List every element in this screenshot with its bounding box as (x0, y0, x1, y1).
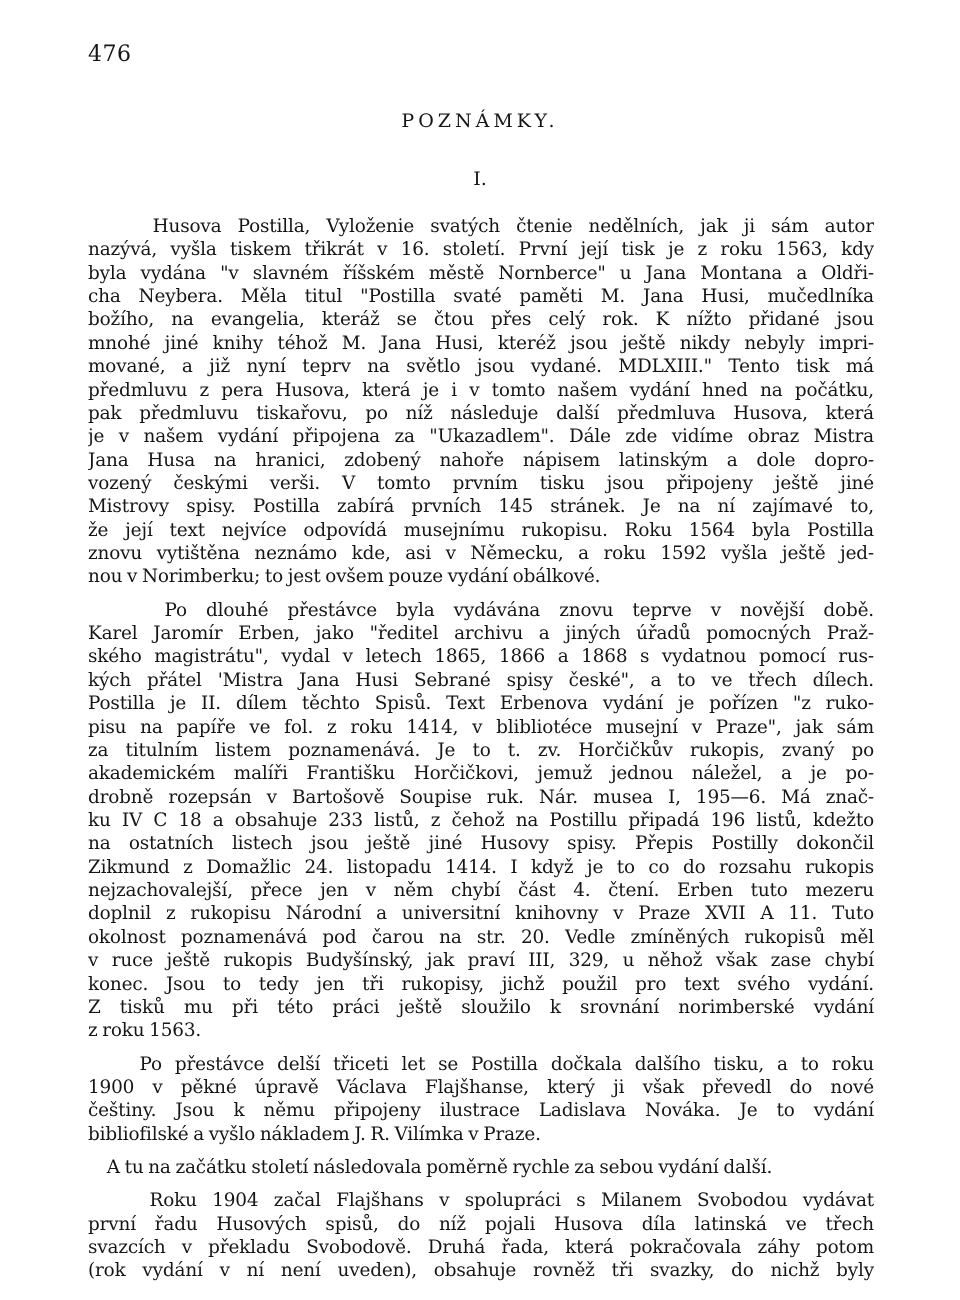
text-line: 1900 v pěkné úpravě Václava Flajšhanse, který ji však převedl do nové (88, 1076, 874, 1098)
text-line: pak předmluvu tiskařovu, po níž následuje další předmluva Husova, která (88, 402, 874, 424)
text-line: Po přestávce delší třiceti let se Postilla dočkala dalšího tisku, a to roku (88, 1053, 874, 1075)
text-line: v ruce ještě rukopis Budyšínský, jak praví III, 329, u něhož však zase chybí (88, 950, 874, 972)
text-line: (rok vydání v ní není uveden), obsahuje rovněž tři svazky, do nichž byly (88, 1260, 874, 1282)
text-line: předmluvu z pera Husova, která je i v tomto našem vydání hned na počátku, (88, 379, 874, 401)
text-line: A tu na začátku století následovala poměrně rychle za sebou vydání další. (88, 1157, 773, 1179)
text-line: svazcích v překladu Svobodově. Druhá řada, která pokračovala záhy potom (88, 1237, 874, 1259)
text-line: Po dlouhé přestávce byla vydávána znovu teprve v novější době. (88, 599, 874, 621)
paragraph (88, 599, 874, 1043)
text-line: Zikmund z Domažlic 24. listopadu 1414. I když je to co do rozsahu rukopis (88, 856, 874, 878)
body-text (88, 215, 874, 1283)
text-line: drobně rozepsán v Bartošově Soupise ruk. Nár. musea I, 195—6. Má znač- (88, 786, 874, 808)
text-line: za titulním listem poznamenává. Je to t. zv. Horčičkův rukopis, zvaný po (88, 739, 874, 761)
text-line: akademickém malíři Františku Horčičkovi, jemuž jednou náležel, a je po- (88, 763, 874, 785)
text-line: nazývá, vyšla tiskem třikrát v 16. století. První její tisk je z roku 1563, kdy (88, 239, 874, 261)
text-line: okolnost poznamenává pod čarou na str. 20. Vedle zmíněných rukopisů měl (88, 926, 874, 948)
text-line: mované, a již nyní teprv na světlo jsou vydané. MDLXIII." Tento tisk má (88, 356, 874, 378)
text-line: Karel Jaromír Erben, jako "ředitel archivu a jiných úřadů pomocných Praž- (88, 623, 874, 645)
text-line: na ostatních listech jsou ještě jiné Husovy spisy. Přepis Postilly dokončil (88, 833, 874, 855)
paragraph-gap (88, 1179, 874, 1189)
paragraph-gap (88, 1043, 874, 1053)
text-line: mnohé jiné knihy téhož M. Jana Husi, kteréž jsou ještě nikdy nebyly impri- (88, 332, 874, 354)
text-line: ského magistrátu", vydal v letech 1865, 1866 a 1868 s vydatnou pomocí rus- (88, 646, 874, 668)
text-line: bibliofilské a vyšlo nákladem J. R. Vilímka v Praze. (88, 1123, 541, 1145)
page-number: 476 (88, 42, 132, 67)
text-line: Z tisků mu při této práci ještě sloužilo k srovnání norimberské vydání (88, 996, 874, 1018)
paragraph-gap (88, 1146, 874, 1156)
section-numeral: I. (473, 168, 487, 190)
paragraph (88, 1189, 874, 1282)
text-line: první řadu Husových spisů, do níž pojali Husova díla latinská ve třech (88, 1213, 874, 1235)
text-line: vozený českými verši. V tomto prvním tisku jsou připojeny ještě jiné (88, 472, 874, 494)
page-heading: POZNÁMKY. (401, 110, 559, 132)
text-line: Jana Husa na hranici, zdobený nahoře nápisem latinským a dole dopro- (88, 449, 874, 471)
text-line: kých přátel 'Mistra Jana Husi Sebrané spisy české", a to ve třech dílech. (88, 669, 874, 691)
text-line: že její text nejvíce odpovídá musejnímu rukopisu. Roku 1564 byla Postilla (88, 519, 874, 541)
text-line: byla vydána "v slavném říšském městě Nornberce" u Jana Montana a Oldři- (88, 262, 874, 284)
text-line: znovu vytištěna neznámo kde, asi v Německu, a roku 1592 vyšla ještě jed- (88, 543, 874, 565)
paragraph (88, 1053, 874, 1146)
text-line: Husova Postilla, Vyloženie svatých čtenie nedělních, jak ji sám autor (88, 216, 874, 237)
text-line: doplnil z rukopisu Národní a universitní knihovny v Praze XVII A 11. Tuto (88, 903, 874, 925)
paragraph (88, 1156, 874, 1179)
text-line: cha Neybera. Měla titul "Postilla svaté paměti M. Jana Husi, mučedlníka (88, 286, 874, 308)
text-line: pisu na papíře ve fol. z roku 1414, v blibliotéce musejní v Praze", jak sám (88, 716, 874, 738)
paragraph-gap (88, 589, 874, 599)
text-line: Mistrovy spisy. Postilla zabírá prvních 145 stránek. Je na ní zajímavé to, (88, 496, 874, 518)
text-line: božího, na evangelia, kteráž se čtou přes celý rok. K nížto přidané jsou (88, 309, 874, 331)
text-line: konec. Jsou to tedy jen tři rukopisy, jichž použil pro text svého vydání. (88, 973, 874, 995)
text-line: Postilla je II. dílem těchto Spisů. Text Erbenova vydání je pořízen "z ruko- (88, 693, 874, 715)
text-line: nou v Norimberku; to jest ovšem pouze vydání obálkové. (88, 566, 601, 588)
paragraph (88, 215, 874, 589)
text-line: ku IV C 18 a obsahuje 233 listů, z čehož na Postillu připadá 196 listů, kdežto (88, 809, 874, 831)
text-line: je v našem vydání připojena za "Ukazadlem". Dále zde vidíme obraz Mistra (88, 426, 874, 448)
text-line: nejzachovalejší, přece jen v něm chybí část 4. čtení. Erben tuto mezeru (88, 880, 874, 902)
text-line: Roku 1904 začal Flajšhans v spolupráci s Milanem Svobodou vydávat (88, 1190, 874, 1212)
text-line: z roku 1563. (88, 1020, 202, 1042)
text-line: češtiny. Jsou k němu připojeny ilustrace Ladislava Nováka. Je to vydání (88, 1100, 874, 1122)
